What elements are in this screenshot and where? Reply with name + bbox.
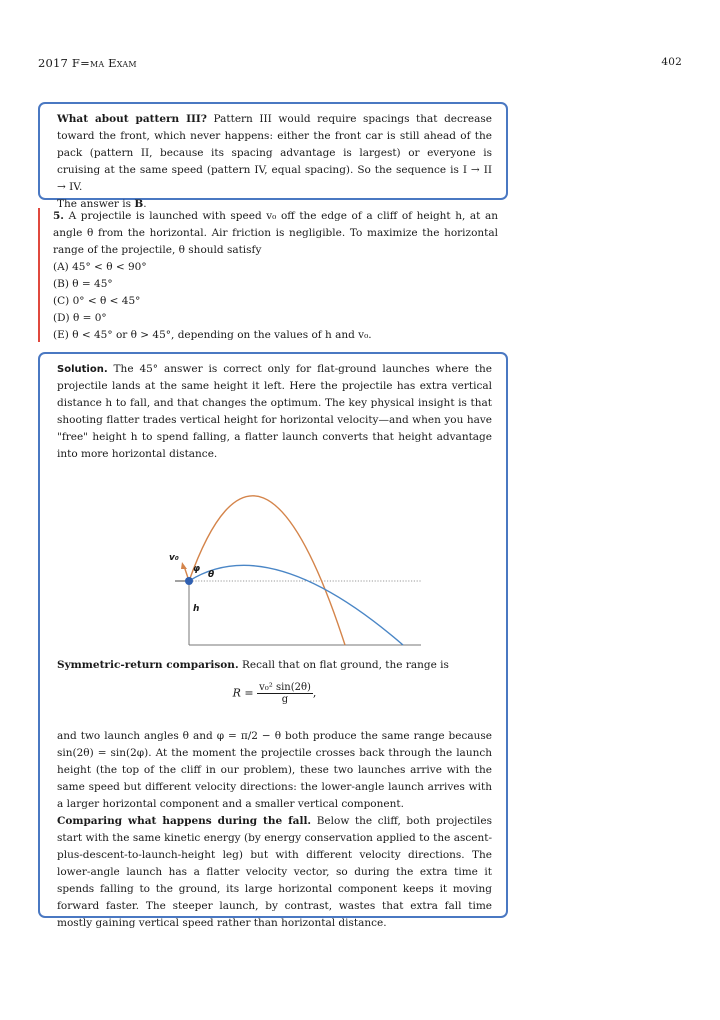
range-fraction: $\frac{\text{v₀² sin(2θ)}}{g}$ [259,682,311,705]
symmetric-return-paragraph: Symmetric-return comparison. Recall that on flat ground, the range is [57,659,449,671]
h-label: h [193,604,200,614]
flat-trajectory [189,565,403,645]
same-range-paragraph: and two launch angles θ and φ = π/2 − θ both produce the same range because sin(2θ) = sin(2φ). At the moment the projectile crosses back through the launch height (the top of the cliff in our problem), these two launches arrive with the same speed but different velocity directions: the lower-angle launch arrives with a larger horizontal component and a smaller vertical component. [57,730,492,810]
problem-5 [38,208,498,342]
launch-point [185,577,193,585]
header-title: 2017 F=ma Exam [38,56,137,70]
fall-comparison-paragraph: Comparing what happens during the fall. Below the cliff, both projectiles start with the same kinetic energy (by energy conservation applied to the ascent-plus-descent-to-launch-height leg) but with different velocity directions. The lower-angle launch has a flatter velocity vector, so during the extra time it spends falling to the ground, its large horizontal component keeps it moving forward faster. The steeper launch, by contrast, wastes that extra fall time mostly gaining vertical speed rather than horizontal distance. [57,815,493,929]
choice-c: (C) 0° < θ < 45° [53,295,141,307]
theta-label: θ [208,570,215,580]
pattern-iii-paragraph: What about pattern III? Pattern III would require spacings that decrease toward the front, which never happens: either the front car is still ahead of the pack (pattern II, because its spacing advantage is largest) or everyone is cruising at the same speed (pattern IV, equal spacing). So the sequence is I → II → IV. [57,113,492,193]
page-number: 402 [661,56,682,68]
problem-stem: 5. A projectile is launched with speed v₀ off the edge of a cliff of height h, at an angle θ from the horizontal. Air friction is negligible. To maximize the horizontal range of the projectile, θ should satisfy [53,210,498,256]
choice-e: (E) θ < 45° or θ > 45°, depending on the values of h and v₀. [53,329,372,341]
trajectory-figure [165,467,425,647]
choice-d: (D) θ = 0° [53,312,107,324]
phi-label: φ [193,564,201,574]
solution-box [38,352,508,929]
answer-line: The answer is B. [57,198,147,210]
choice-a: (A) 45° < θ < 90° [53,261,147,273]
trajectory-diagram [165,467,425,647]
previous-solution-box [38,102,508,210]
v0-label: v₀ [169,553,179,563]
solution-intro: Solution. The 45° answer is correct only for flat-ground launches where the projectile lands at the same height it left. Here the projectile has extra vertical distance h to fall, and that changes the optimum. The key physical insight is that shooting flatter trades vertical height for horizontal velocity—and when you have "free" height h to spend falling, a flatter launch converts that height advantage into more horizontal distance. [57,363,492,460]
range-equation: R = $\frac{\text{v₀² sin(2θ)}}{g}$ , [232,682,317,705]
choice-b: (B) θ = 45° [53,278,113,290]
page-header [38,56,682,72]
velocity-arrowhead [181,562,187,569]
